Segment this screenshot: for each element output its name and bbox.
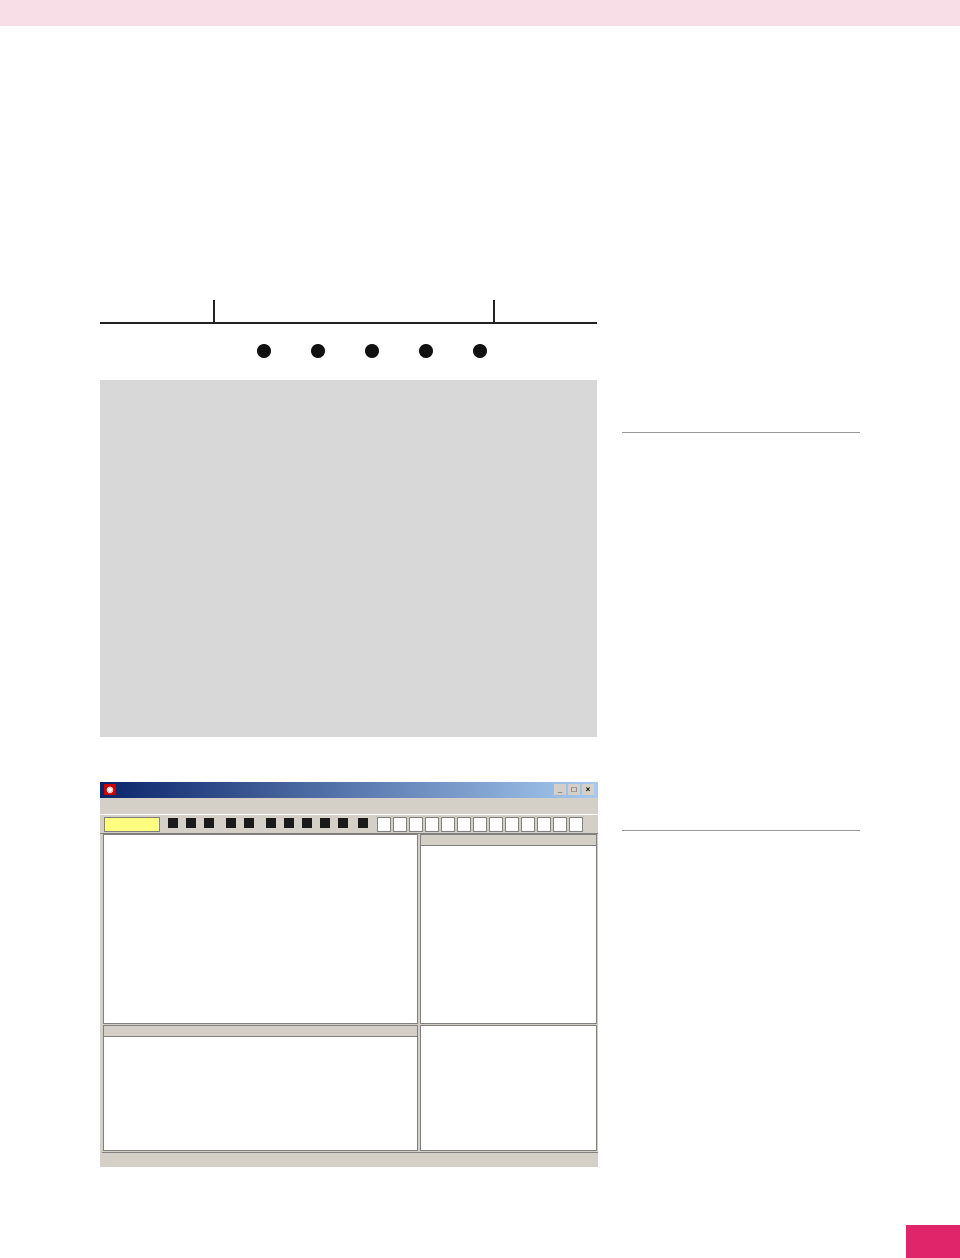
window-button[interactable] [569, 817, 583, 832]
maximize-icon[interactable]: □ [568, 784, 580, 795]
goto-icon[interactable] [358, 818, 368, 828]
hex-dump-figure [100, 300, 597, 737]
open-icon[interactable] [168, 818, 178, 828]
ellipsis-dot [365, 344, 379, 358]
window-button[interactable] [409, 817, 423, 832]
execute-till-return-icon[interactable] [338, 818, 348, 828]
window-button[interactable] [425, 817, 439, 832]
trace-into-icon[interactable] [302, 818, 312, 828]
disassembly-pane[interactable] [103, 834, 418, 1024]
window-button[interactable] [393, 817, 407, 832]
pause-icon[interactable] [244, 818, 254, 828]
ollydbg-statusbar [102, 1152, 598, 1165]
trace-over-icon[interactable] [320, 818, 330, 828]
registers-pane[interactable] [420, 834, 597, 1024]
status-badge [104, 817, 160, 832]
stack-pane[interactable] [420, 1025, 597, 1151]
hex-dump-ellipsis [100, 324, 597, 380]
window-button[interactable] [441, 817, 455, 832]
dump-header [104, 1026, 417, 1037]
close-icon[interactable] [204, 818, 214, 828]
ellipsis-dot [473, 344, 487, 358]
ellipsis-dot [311, 344, 325, 358]
window-button[interactable] [521, 817, 535, 832]
step-into-icon[interactable] [266, 818, 276, 828]
window-button[interactable] [537, 817, 551, 832]
listing3-code [622, 433, 860, 439]
step-over-icon[interactable] [284, 818, 294, 828]
col1-text [100, 92, 338, 110]
ollydbg-window [100, 782, 598, 1167]
listing3-box [622, 432, 860, 778]
header-bar [0, 0, 960, 26]
window-button[interactable] [505, 817, 519, 832]
window-button[interactable] [377, 817, 391, 832]
window-button[interactable] [553, 817, 567, 832]
ollydbg-titlebar [100, 782, 598, 798]
window-button[interactable] [489, 817, 503, 832]
window-buttons [377, 817, 585, 832]
registers-header [421, 835, 596, 846]
window-button[interactable] [473, 817, 487, 832]
page-number [906, 1225, 960, 1258]
listing4-box [622, 830, 860, 1176]
hex-dump-header [100, 300, 597, 324]
ollydbg-menubar [100, 798, 598, 814]
close-icon[interactable]: × [582, 784, 594, 795]
ellipsis-dot [257, 344, 271, 358]
ellipsis-dot [419, 344, 433, 358]
minimize-icon[interactable]: _ [554, 784, 566, 795]
window-button[interactable] [457, 817, 471, 832]
ollydbg-toolbar [100, 814, 598, 834]
listing4-code [622, 831, 860, 837]
restart-icon[interactable] [186, 818, 196, 828]
run-icon[interactable] [226, 818, 236, 828]
dump-pane[interactable] [103, 1025, 418, 1151]
app-icon: ◉ [104, 784, 116, 795]
